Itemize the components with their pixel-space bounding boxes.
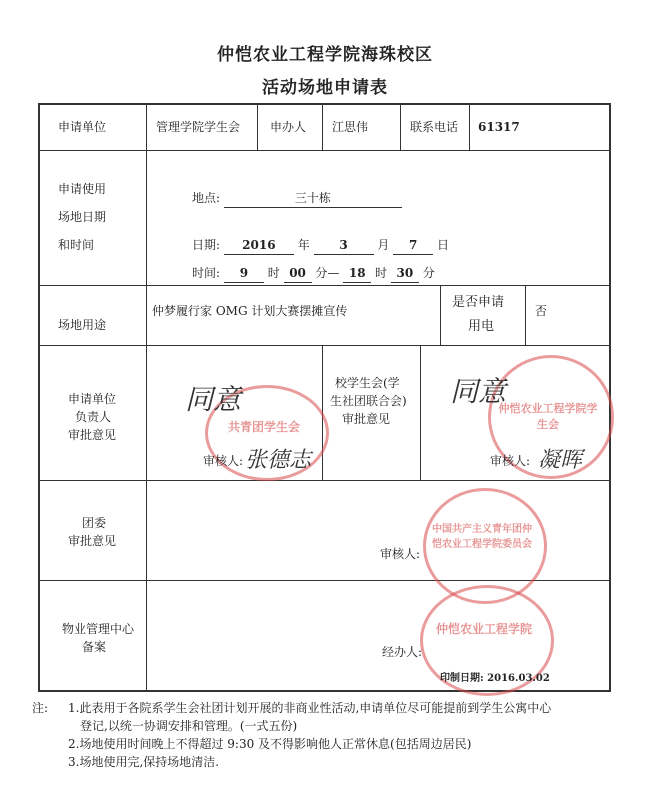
minute-unit-2: 分: [422, 266, 435, 280]
unit-approval-label-3: 审批意见: [68, 428, 117, 442]
time-row: [192, 264, 435, 283]
league-approval-label-1: 团委: [82, 516, 107, 530]
unit-approval-label-2: 负责人: [75, 410, 112, 424]
start-minute: 00: [284, 264, 312, 283]
minute-unit-1: 分—: [315, 266, 340, 280]
property-record-label-2: 备案: [82, 640, 107, 654]
power-value: 否: [535, 304, 548, 318]
unit-approval-label-1: 申请单位: [68, 392, 117, 406]
print-date: 印制日期: 2016.03.02: [440, 673, 550, 684]
handler-label: 经办人:: [382, 645, 423, 659]
college-seal-text: 仲恺农业工程学院: [435, 622, 532, 636]
note-1b: 登记,以统一协调安排和管理。(一式五份): [80, 719, 298, 733]
left-approval-handwriting: 同意: [185, 383, 242, 416]
date-row: [192, 236, 449, 255]
power-label-1: 是否申请: [452, 295, 505, 310]
location-value: 三十栋: [224, 189, 402, 208]
league-approval-label-2: 审批意见: [68, 534, 117, 548]
usage-date-label-2: 场地日期: [58, 210, 107, 224]
right-approval-handwriting: 同意: [450, 375, 507, 408]
date-year: 2016: [224, 236, 294, 255]
note-2: 2.场地使用时间晚上不得超过 9:30 及不得影响他人正常休息(包括周边居民): [68, 737, 472, 751]
note-1a: 1.此表用于各院系学生会社团计划开展的非商业性活动,申请单位尽可能提前到学生公寓中心: [68, 701, 552, 715]
note-prefix: 注:: [32, 701, 49, 715]
left-reviewer-signature: 张德志: [245, 448, 312, 473]
student-council-label-2: 生社团联合会): [330, 394, 407, 408]
day-unit: 日: [437, 238, 450, 252]
applicant-unit-label: 申请单位: [58, 120, 107, 134]
property-record-label-1: 物业管理中心: [62, 622, 135, 636]
reviewer-label-left: 审核人:: [203, 454, 244, 468]
form-subtitle: 活动场地申请表: [262, 78, 388, 98]
usage-date-label-3: 和时间: [58, 238, 95, 252]
location-row: [192, 189, 402, 208]
league-reviewer-label: 审核人:: [380, 547, 421, 561]
power-label-2: 用电: [468, 319, 495, 334]
form-title: 仲恺农业工程学院海珠校区: [217, 45, 433, 65]
location-label: 地点:: [192, 191, 221, 205]
date-month: 3: [314, 236, 374, 255]
end-minute: 30: [391, 264, 419, 283]
applicant-unit-value: 管理学院学生会: [156, 120, 241, 134]
reviewer-label-right: 审核人:: [490, 454, 531, 468]
hour-unit-1: 时: [267, 266, 280, 280]
phone-label: 联系电话: [410, 120, 459, 134]
hour-unit-2: 时: [375, 266, 388, 280]
student-council-label-1: 校学生会(学: [335, 376, 400, 390]
start-hour: 9: [224, 264, 264, 283]
phone-value: 61317: [478, 120, 520, 134]
purpose-label: 场地用途: [58, 318, 107, 332]
note-3: 3.场地使用完,保持场地清洁.: [68, 755, 220, 769]
youth-league-seal-text: 中国共产主义青年团仲恺农业工程学院委员会: [432, 524, 532, 550]
organizer-label: 申办人: [270, 120, 307, 134]
student-union-seal-right-text: 仲恺农业工程学院学生会: [498, 402, 598, 431]
right-reviewer-signature: 凝晖: [538, 448, 583, 473]
usage-date-label-1: 申请使用: [58, 182, 107, 196]
student-union-seal-left-text: 共青团学生会: [227, 420, 300, 434]
end-hour: 18: [343, 264, 371, 283]
organizer-value: 江思伟: [332, 120, 369, 134]
student-council-label-3: 审批意见: [342, 412, 391, 426]
date-label: 日期:: [192, 238, 221, 252]
time-label: 时间:: [192, 266, 221, 280]
month-unit: 月: [377, 238, 390, 252]
purpose-value: 仲梦履行家 OMG 计划大赛摆摊宣传: [152, 304, 348, 318]
date-day: 7: [393, 236, 433, 255]
year-unit: 年: [297, 238, 310, 252]
